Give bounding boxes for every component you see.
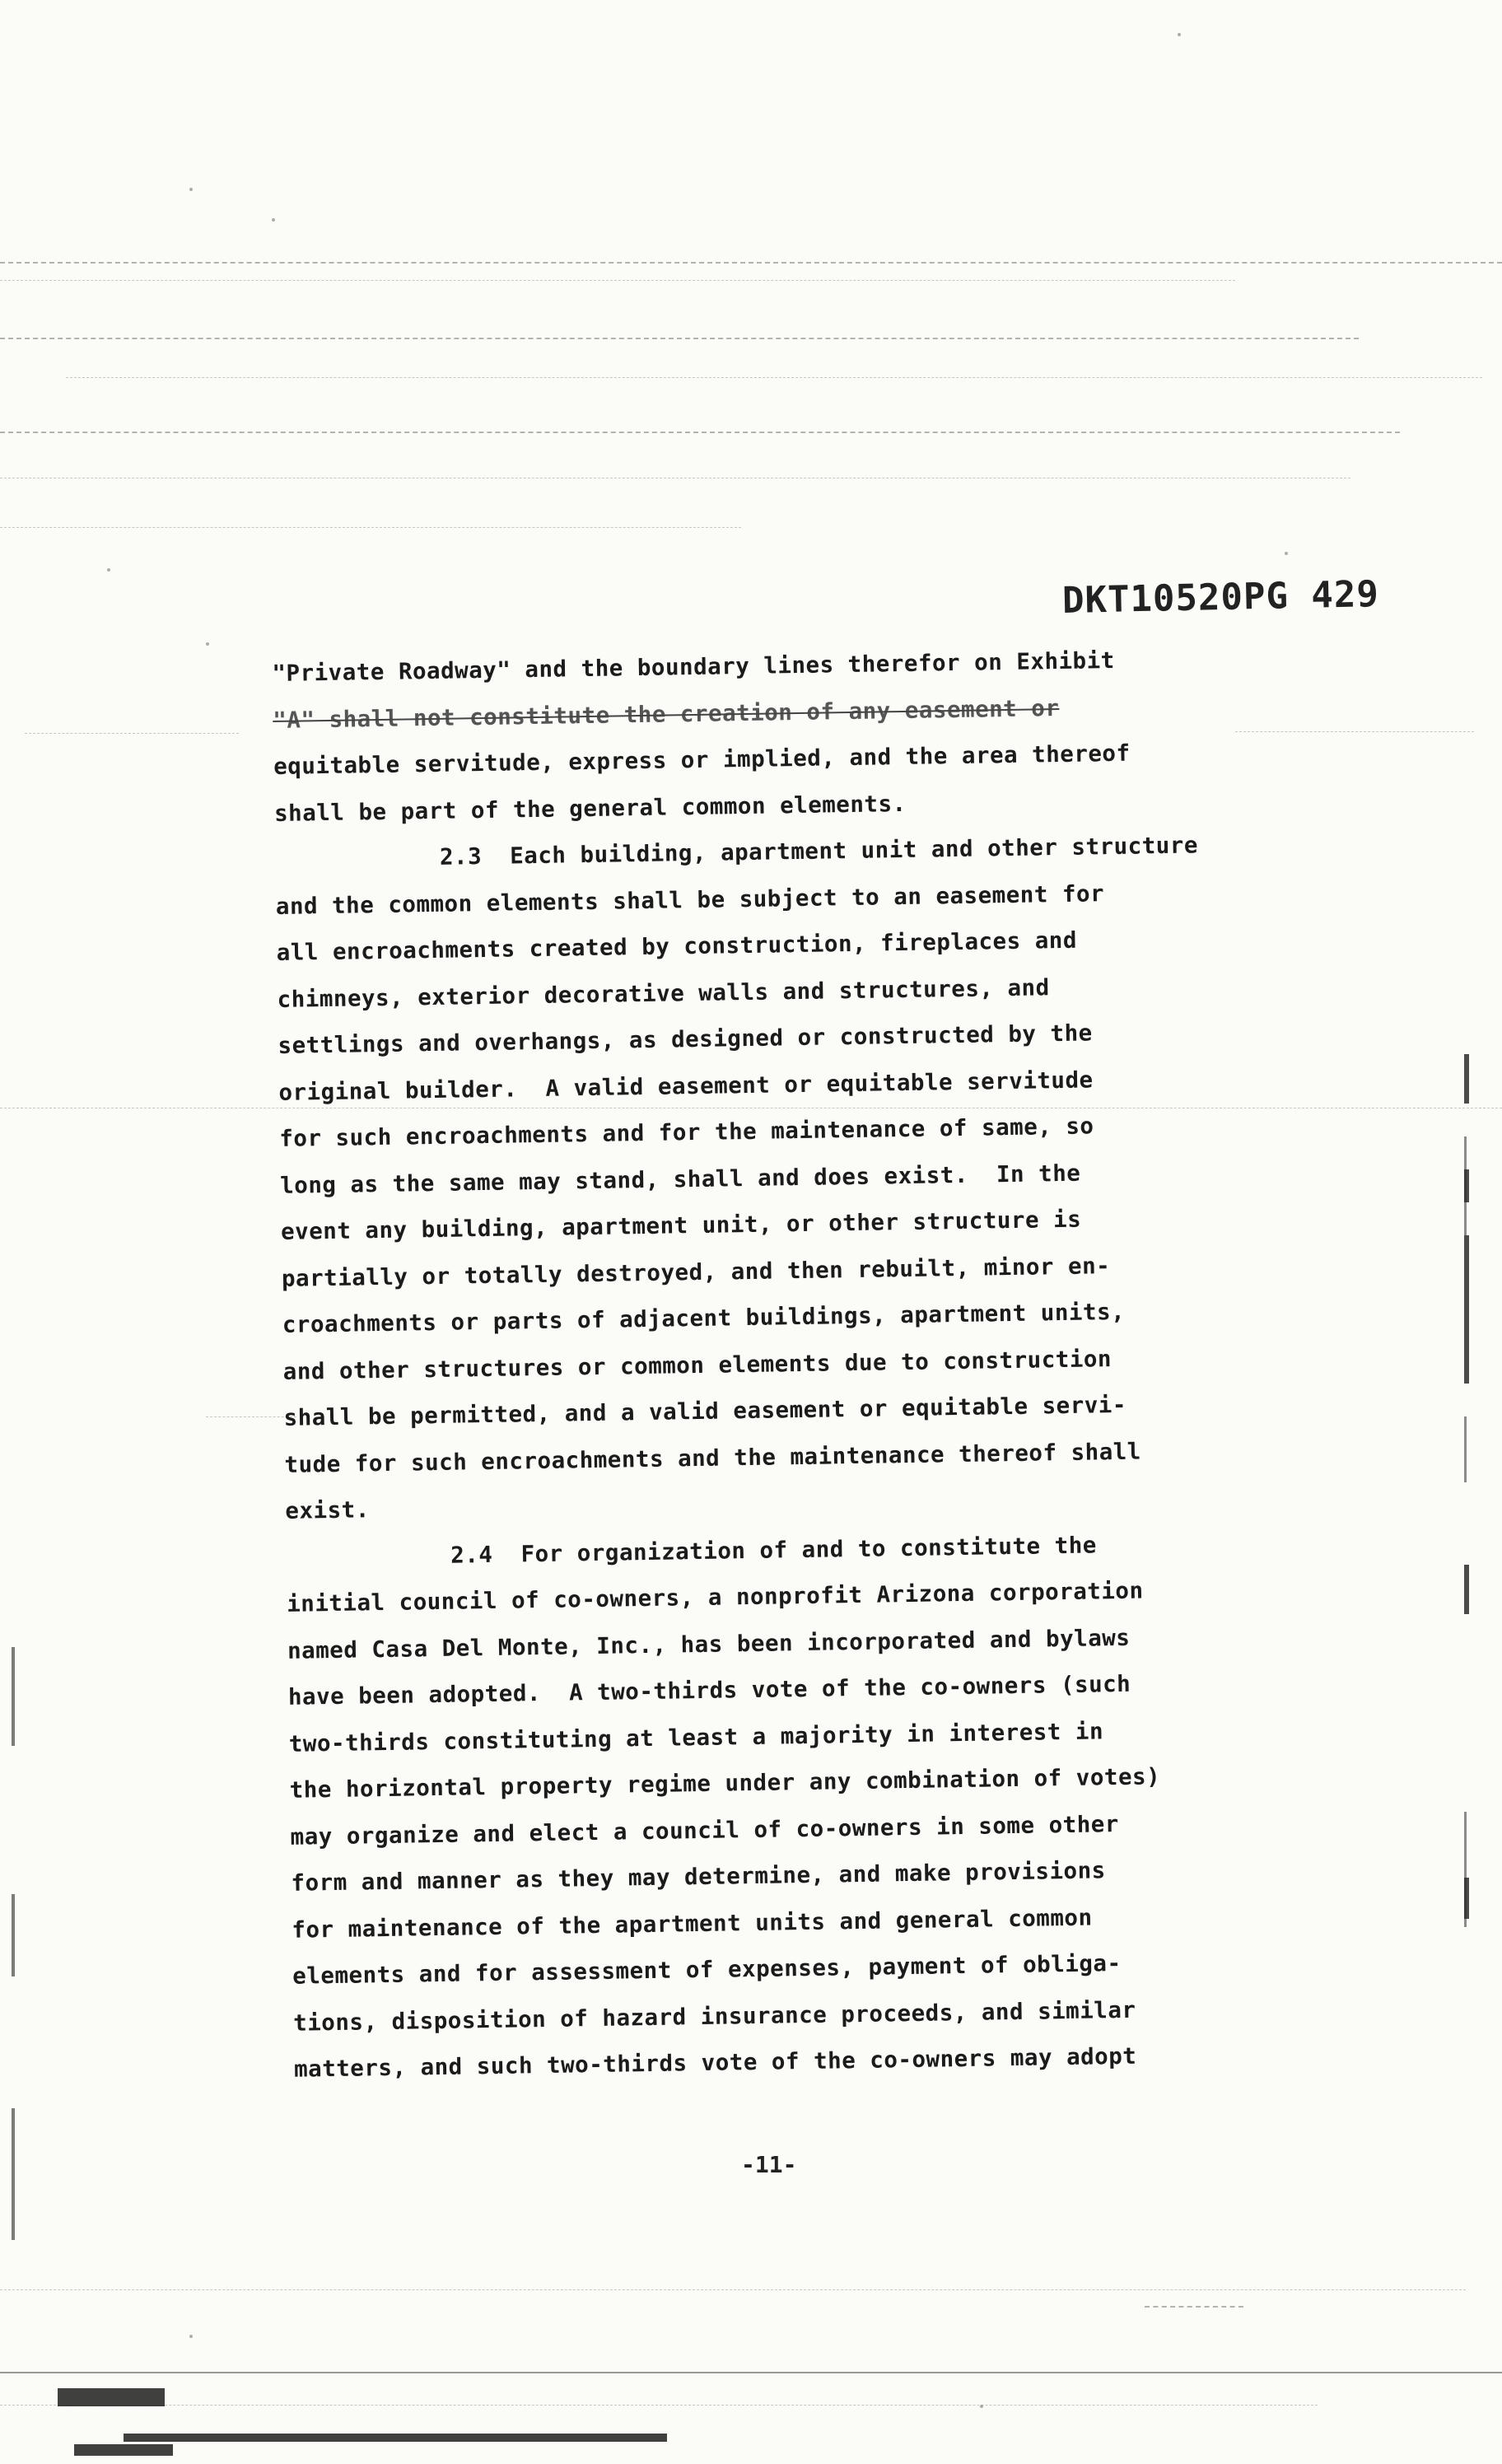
scan-noise-line — [66, 377, 1482, 378]
margin-mark — [12, 1647, 15, 1746]
scan-noise-line — [0, 432, 1400, 433]
binding-mark — [1464, 1416, 1467, 1482]
text-line: and other structures or common elements due to construction — [282, 1345, 1113, 1385]
text-line: have been adopted. A two-thirds vote of the co-owners (such — [287, 1670, 1131, 1710]
text-line: elements and for assessment of expenses, payment of obliga- — [292, 1949, 1122, 1990]
scan-blot — [74, 2444, 173, 2456]
margin-mark — [12, 2108, 15, 2240]
scan-noise-line — [0, 527, 741, 528]
scan-speck — [980, 2405, 983, 2408]
scan-speck — [206, 642, 209, 646]
text-line: and the common elements shall be subject to an easement for — [275, 880, 1105, 920]
text-line: croachments or parts of adjacent buildings, apartment units, — [282, 1298, 1126, 1338]
text-line: for maintenance of the apartment units and general common — [292, 1904, 1093, 1944]
text-line: form and manner as they may determine, and make provisions — [291, 1857, 1106, 1897]
scan-noise-line — [0, 2289, 1466, 2290]
text-line: "A" shall not constitute the creation of any easement or — [273, 694, 1060, 734]
text-line: for such encroachments and for the maintenance of same, so — [279, 1113, 1094, 1152]
scan-noise-line — [0, 2405, 1318, 2406]
paragraph-section-2-3 — [275, 821, 1257, 1534]
paragraph-section-2-4 — [286, 1519, 1266, 2093]
text-line: shall be part of the general common elements. — [273, 790, 907, 827]
text-line: tude for such encroachments and the maintenance thereof shall — [284, 1438, 1142, 1478]
page-number: -11- — [741, 2151, 797, 2178]
text-line: 2.3 Each building, apartment unit and other structure — [439, 832, 1199, 870]
scan-speck — [272, 218, 275, 222]
binding-mark — [1464, 1054, 1469, 1104]
text-line: initial council of co-owners, a nonprofit Arizona corporation — [286, 1577, 1144, 1617]
binding-mark — [1464, 1565, 1469, 1614]
margin-mark — [12, 1894, 15, 1976]
scan-noise-line — [1235, 731, 1474, 732]
text-line: exist. — [285, 1496, 370, 1524]
text-line: shall be permitted, and a valid easement or equitable servi- — [283, 1391, 1127, 1431]
text-line: matters, and such two-thirds vote of the co-owners may adopt — [293, 2042, 1137, 2083]
text-line: all encroachments created by construction, fireplaces and — [276, 926, 1078, 966]
scan-speck — [189, 2335, 193, 2338]
book-page-reference: DKT10520PG 429 — [1061, 572, 1380, 623]
scan-speck — [1178, 33, 1181, 36]
scan-noise-line — [0, 2372, 1502, 2373]
text-line: "Private Roadway" and the boundary lines therefor on Exhibit — [272, 646, 1115, 687]
scan-noise-line — [0, 280, 1235, 281]
scan-speck — [107, 568, 110, 572]
text-line: settlings and overhangs, as designed or constructed by the — [278, 1020, 1093, 1059]
scan-noise-line — [25, 733, 239, 734]
scan-speck — [1285, 552, 1288, 555]
text-line: partially or totally destroyed, and then rebuilt, minor en- — [281, 1252, 1111, 1292]
binding-mark — [1464, 1235, 1469, 1384]
text-line: the horizontal property regime under any combination of votes) — [289, 1763, 1161, 1804]
text-line: equitable servitude, express or implied, and the area thereof — [273, 740, 1131, 780]
scan-noise-line — [0, 262, 1502, 264]
scan-speck — [189, 188, 193, 191]
paragraph-intro — [272, 635, 1246, 837]
text-line: two-thirds constituting at least a majority in interest in — [288, 1717, 1104, 1757]
text-line: 2.4 For organization of and to constitute the — [450, 1531, 1098, 1569]
scan-blot — [58, 2388, 165, 2406]
scan-noise-line — [0, 338, 1359, 339]
text-line: original builder. A valid easement or equitable servitude — [278, 1066, 1094, 1106]
binding-mark — [1464, 1878, 1469, 1919]
binding-mark — [1464, 1169, 1469, 1202]
scan-blot — [124, 2434, 667, 2442]
document-body — [272, 635, 1266, 2093]
text-line: tions, disposition of hazard insurance proceeds, and similar — [292, 1996, 1136, 2037]
text-line: may organize and elect a council of co-owners in some other — [290, 1810, 1120, 1850]
scan-noise-line — [206, 1416, 296, 1417]
text-line: chimneys, exterior decorative walls and structures, and — [277, 973, 1050, 1013]
text-line: event any building, apartment unit, or other structure is — [280, 1206, 1082, 1245]
text-line: named Casa Del Monte, Inc., has been incorporated and bylaws — [287, 1624, 1131, 1664]
scan-noise-line — [1145, 2306, 1243, 2308]
text-line: long as the same may stand, shall and does exist. In the — [279, 1160, 1081, 1199]
